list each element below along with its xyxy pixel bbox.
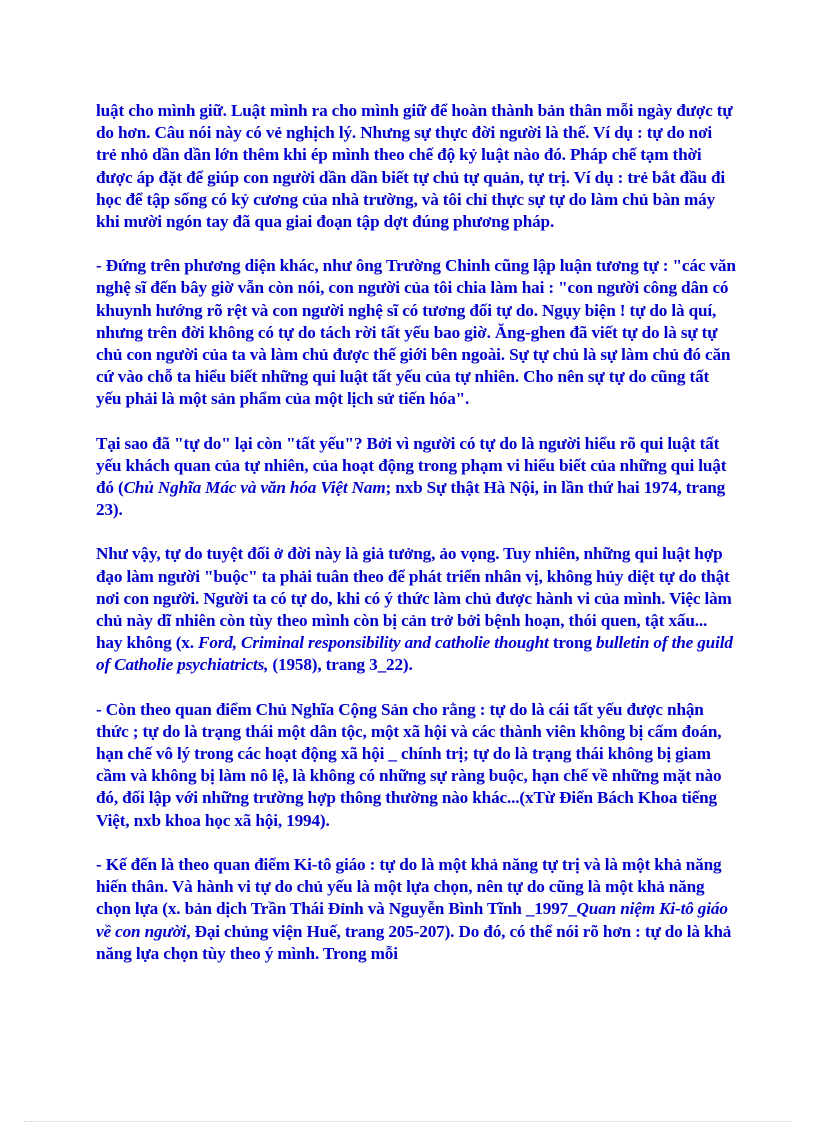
paragraph-absolute-freedom	[96, 543, 736, 676]
page-bottom-divider	[24, 1121, 792, 1122]
book-title-italic: Quan niệm Ki-tô giáo về con người	[96, 899, 728, 941]
document-page	[96, 100, 736, 965]
paragraph-text: (1958), trang 3_22).	[268, 655, 413, 675]
paragraph-freedom-necessity	[96, 433, 736, 522]
paragraph-text: Như vậy, tự do tuyệt đối ở đời này là giả tưởng, ảo vọng. Tuy nhiên, những qui luật hợp đạo làm người "buộc" ta phải tuân theo để phát triển nhân vị, không hủy diệt tự do thật nơi con người. Người ta có tự do, khi có ý thức làm chủ được hành vi của mình. Việc làm chủ này dĩ nhiên còn tùy theo mình còn bị cản trở bởi bệnh hoạn, thói quen, tật xấu... hay không (x.	[96, 544, 732, 653]
paragraph-text: Tại sao đã "tự do" lại còn "tất yếu"? Bởi vì người có tự do là người hiểu rõ qui luật tất yếu khách quan của tự nhiên, của hoạt động trong phạm vi hiểu biết của những qui luật đó (	[96, 433, 727, 498]
paragraph-text: , Đại chủng viện Huế, trang 205-207). Do đó, có thể nói rõ hơn : tự do là khả năng lựa chọn tùy theo ý mình. Trong mỗi	[96, 921, 732, 963]
paragraph-text: - Đứng trên phương diện khác, như ông Trường Chinh cũng lập luận tương tự : "các văn nghệ sĩ đến bây giờ vẫn còn nói, con người của tôi chia làm hai : "con người công dân có khuynh hướng rõ rệt và con người nghệ sĩ có tương đối tự do. Ngụy biện ! tự do là quí, nhưng trên đời không có tự do tách rời tất yếu bao giờ. Ăng-ghen đã viết tự do là sự tự chủ con người của ta và làm chủ được thế giới bên ngoài. Sự tự chủ là sự làm chủ đó căn cứ vào chỗ ta hiểu biết những qui luật tất yếu của tự nhiên. Cho nên sự tự do cũng tất yếu phải là một sản phẩm của một lịch sử tiến hóa".	[96, 256, 736, 409]
citation-italic: bulletin of the guild of Catholie psychiatricts,	[96, 633, 733, 675]
paragraph-text: luật cho mình giữ. Luật mình ra cho mình giữ để hoàn thành bản thân mỗi ngày được tự do hơn. Câu nói này có vẻ nghịch lý. Nhưng sự thực đời người là thế. Ví dụ : tự do nơi trẻ nhỏ dần dần lớn thêm khi ép mình theo chế độ kỷ luật nào đó. Pháp chế tạm thời được áp đặt để giúp con người dần dần biết tự chủ tự quản, tự trị. Ví dụ : trẻ bắt đầu đi học để tập sống có kỷ cương của nhà trường, và tôi chỉ thực sự tự do làm chủ bàn máy khi mười ngón tay đã qua giai đoạn tập dợt đúng phương pháp.	[96, 101, 733, 232]
paragraph-text: trong	[548, 633, 597, 653]
citation-italic: Ford, Criminal responsibility and catholie thought	[198, 633, 549, 653]
paragraph-communist-view	[96, 699, 736, 832]
paragraph-law-and-freedom	[96, 100, 736, 233]
paragraph-text: ; nxb Sự thật Hà Nội, in lần thứ hai 1974, trang 23).	[96, 478, 726, 520]
paragraph-truong-chinh-argument	[96, 255, 736, 410]
paragraph-christian-view	[96, 854, 736, 965]
paragraph-text: - Còn theo quan điểm Chủ Nghĩa Cộng Sản cho rằng : tự do là cái tất yếu được nhận thức ; tự do là trạng thái một dân tộc, một xã hội và các thành viên không bị cấm đoán, hạn chế vô lý trong các hoạt động xã hội _ chính trị; tự do là trạng thái không bị giam cầm và không bị làm nô lệ, là không có những sự ràng buộc, hạn chế về những mặt nào đó, đối lập với những trường hợp thông thường nào khác...(xTừ Điển Bách Khoa tiếng Việt, nxb khoa học xã hội, 1994).	[96, 699, 722, 830]
paragraph-text: - Kế đến là theo quan điểm Ki-tô giáo : tự do là một khả năng tự trị và là một khả năng hiến thân. Và hành vi tự do chủ yếu là một lựa chọn, nên tự do cũng là một khả năng chọn lựa (x. bản dịch Trần Thái Đỉnh và Nguyễn Bình Tĩnh _1997_	[96, 854, 722, 919]
book-title-italic: Chủ Nghĩa Mác và văn hóa Việt Nam	[123, 478, 386, 498]
